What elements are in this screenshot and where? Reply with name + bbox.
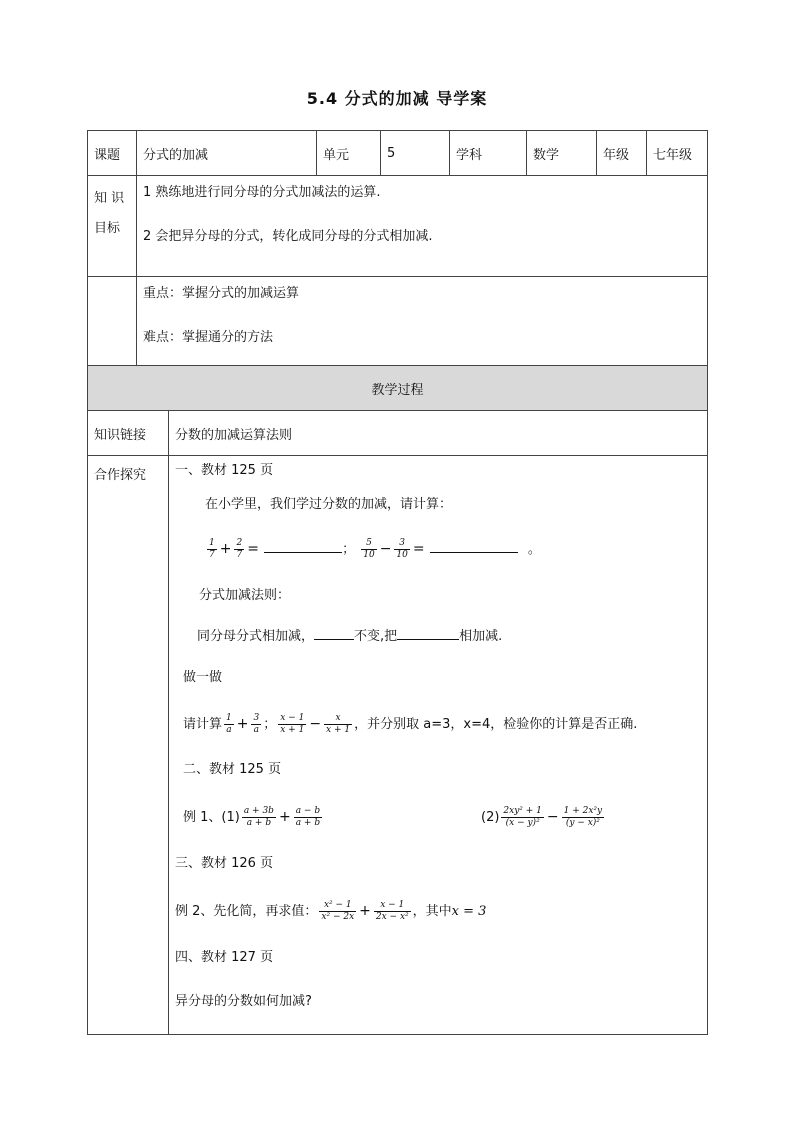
try-title: 做一做 (183, 670, 223, 685)
try-line: 请计算 $\frac{1}{a}$ + $\frac{3}{a}$ ； $\frac{x - 1}{x + 1}$ − $\frac{x}{x + 1}$ ，并分别取 a=3，x=4，检验你的计算是否正确. (183, 713, 638, 735)
example2-line: 例 2、先化简，再求值： $\frac{\text{x² − 1}}{\text{x² − 2x}}$ + $\frac{x - 1}{\text{2x − x²}}$ ，其中x = 3 (175, 900, 487, 922)
process-header-row (88, 366, 708, 411)
lesson-table-wrapper (87, 130, 707, 1035)
cooperation-content (169, 456, 708, 1035)
header-row (88, 131, 708, 176)
fraction-1-a: $\frac{1}{a}$ (226, 713, 232, 735)
unit-label: 单元 (317, 131, 381, 176)
focus-row (88, 277, 708, 366)
goals-label (88, 176, 137, 277)
section4-title: 四、教材 127 页 (175, 950, 274, 965)
key-point: 重点：掌握分式的加减运算 (143, 286, 300, 301)
unit-value: 5 (381, 131, 450, 176)
focus-label-empty (88, 277, 137, 366)
goals-label-line1: 知 识 (94, 191, 125, 206)
goals-row (88, 176, 708, 277)
fraction-a-plus-3b: $\frac{a + 3b}{a + b}$ (243, 806, 274, 828)
fraction-x2-minus-1: $\frac{\text{x² − 1}}{\text{x² − 2x}}$ (321, 900, 355, 922)
grade-label: 年级 (597, 131, 647, 176)
fraction-x-over-x-plus-1: $\frac{x}{x + 1}$ (326, 713, 351, 735)
cooperation-label: 合作探究 (88, 456, 169, 1035)
fraction-x-minus-1: $\frac{x - 1}{x + 1}$ (280, 713, 305, 735)
process-header: 教学过程 (88, 366, 708, 411)
knowledge-link-content: 分数的加减运算法则 (169, 411, 708, 456)
knowledge-link-label: 知识链接 (88, 411, 169, 456)
section1-intro: 在小学里，我们学过分数的加减，请计算： (205, 497, 453, 512)
lesson-table (87, 130, 708, 1035)
grade-value: 七年级 (647, 131, 708, 176)
fraction-3-a: $\frac{3}{a}$ (253, 713, 260, 735)
fraction-calc-line: $\frac{1}{7}$ + $\frac{2}{7}$ = ； $\frac{5}{10}$ − $\frac{3}{10}$ = 。 (209, 538, 541, 560)
subject-value: 数学 (527, 131, 597, 176)
topic-value: 分式的加减 (137, 131, 317, 176)
rule-title: 分式加减法则： (199, 588, 291, 603)
section2-title: 二、教材 125 页 (183, 762, 282, 777)
section1-title: 一、教材 125 页 (175, 463, 274, 478)
example2-condition: x = 3 (451, 904, 487, 919)
cooperation-row (88, 456, 708, 1035)
fraction-1-7: $\frac{1}{7}$ (209, 538, 215, 560)
goal-item-2: 2 会把异分母的分式，转化成同分母的分式相加减. (143, 229, 433, 244)
answer-blank-2[interactable] (430, 540, 518, 553)
rule-line: 同分母分式相加减， 不变,把 相加减. (197, 629, 503, 644)
goals-content (137, 176, 708, 277)
example1-line: 例 1、(1) $\frac{a + 3b}{a + b}$ + $\frac{a - b}{a + b}$ (2) $\frac{\text{2xy² + 1}}{\text{(x − y)²}}$ − $\frac{\text{1 + 2x²y}}{\text{(y − x)²}}$ (175, 792, 701, 842)
example1-part2: (2) $\frac{\text{2xy² + 1}}{\text{(x − y)²}}$ − $\frac{\text{1 + 2x²y}}{\text{(y − x)²}}$ (481, 806, 603, 828)
goal-item-1: 1 熟练地进行同分母的分式加减法的运算. (143, 185, 381, 200)
goals-label-line2: 目标 (94, 221, 121, 236)
fraction-5-10: $\frac{5}{10}$ (363, 538, 375, 560)
topic-label: 课题 (88, 131, 137, 176)
rule-blank-2[interactable] (397, 627, 459, 640)
knowledge-link-row (88, 411, 708, 456)
fraction-a-minus-b: $\frac{a - b}{a + b}$ (295, 806, 321, 828)
focus-content (137, 277, 708, 366)
fraction-x-minus-1-over-2x: $\frac{x - 1}{\text{2x − x²}}$ (375, 900, 409, 922)
section3-title: 三、教材 126 页 (175, 856, 274, 871)
rule-blank-1[interactable] (314, 627, 354, 640)
subject-label: 学科 (450, 131, 527, 176)
difficulty-point: 难点：掌握通分的方法 (143, 330, 274, 345)
question-line: 异分母的分数如何加减? (175, 994, 312, 1009)
fraction-1-plus-2x2y: $\frac{\text{1 + 2x²y}}{\text{(y − x)²}}$ (563, 806, 603, 828)
answer-blank-1[interactable] (264, 540, 342, 553)
page-title: 5.4 分式的加减 导学案 (306, 89, 488, 108)
fraction-2-7: $\frac{2}{7}$ (236, 538, 243, 560)
fraction-3-10: $\frac{3}{10}$ (396, 538, 408, 560)
fraction-2xy2-plus-1: $\frac{\text{2xy² + 1}}{\text{(x − y)²}}$ (503, 806, 542, 828)
